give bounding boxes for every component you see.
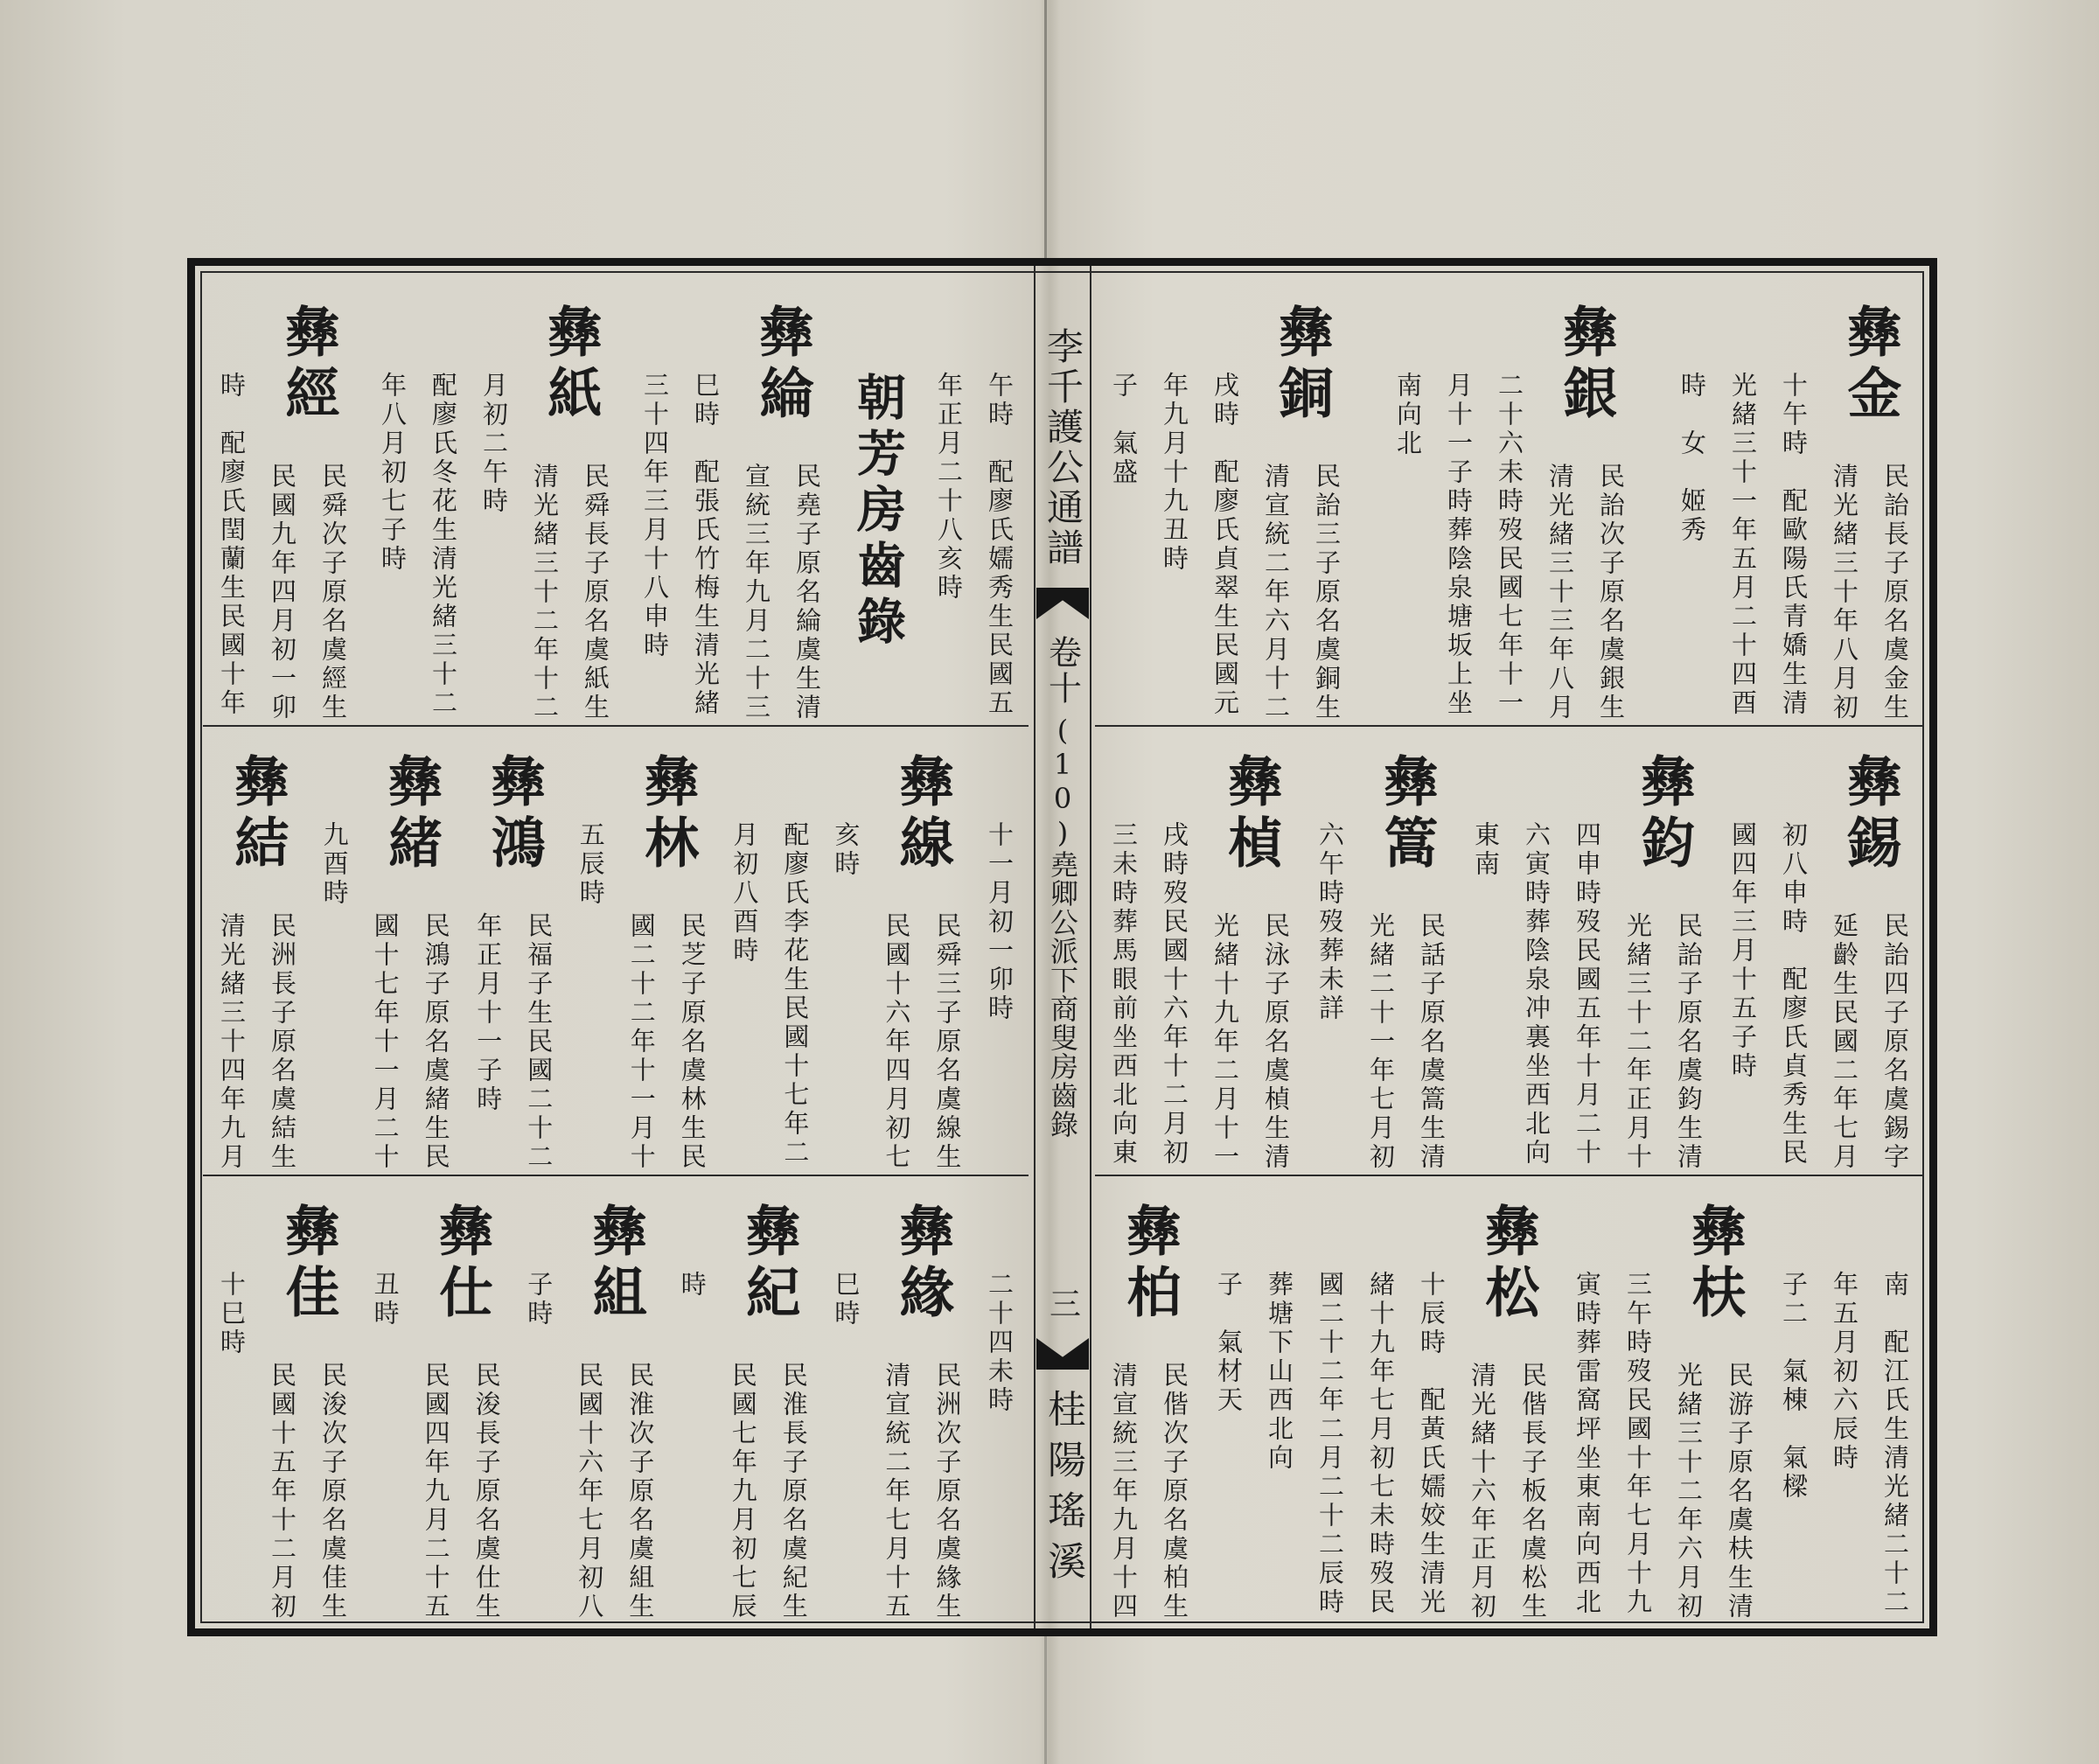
entry-first-lines — [1200, 912, 1301, 1172]
person-name: 彝紙 — [539, 303, 603, 426]
entry-head — [1535, 277, 1636, 725]
person-name: 彝緣 — [890, 1203, 955, 1325]
fish-tail-upper-icon — [1036, 588, 1089, 619]
person-entry — [367, 277, 621, 725]
text-column: 清宣統二年七月十五 — [882, 1362, 912, 1621]
text-column: 國二十二年十一月十 — [626, 912, 657, 1172]
person-entry — [1562, 1176, 1765, 1624]
text-column: 民舜次子原名虞經生 — [318, 463, 348, 722]
text-column: 六午時歿葬未詳 — [1315, 821, 1345, 1023]
entry-head — [1457, 1176, 1559, 1624]
person-name: 彝線 — [890, 753, 955, 875]
text-column: 宣統三年九月二十三 — [742, 463, 771, 722]
text-column: 清光緒三十三年八月 — [1545, 463, 1575, 722]
person-entry — [360, 1176, 513, 1624]
person-name: 彝林 — [635, 753, 700, 875]
entry-first-lines — [617, 912, 718, 1172]
entry-head — [257, 277, 359, 725]
text-column: 民福子生民國二十二 — [524, 912, 554, 1172]
person-entry — [463, 727, 564, 1175]
text-column: 年正月二十八亥時 — [934, 372, 964, 603]
continuation-text — [924, 277, 1025, 725]
person-entry — [820, 1176, 973, 1624]
text-column: 子 氣材天 — [1214, 1271, 1244, 1415]
text-column: 三十四年三月十八申時 — [640, 372, 670, 660]
text-column: 南 配江氏生清光緒二十二 — [1880, 1271, 1910, 1617]
entry-head — [1200, 727, 1301, 1175]
fish-tail-lower-icon — [1036, 1338, 1089, 1370]
entry-first-lines — [1457, 1362, 1559, 1621]
text-column: 民詒子原名虞鈞生清 — [1674, 912, 1704, 1172]
text-column: 巳時 — [831, 1271, 861, 1328]
person-name: 彝柏 — [1118, 1203, 1182, 1325]
text-column: 民芝子原名虞林生民 — [677, 912, 708, 1172]
text-column: 民詒次子原名虞銀生 — [1596, 463, 1626, 722]
person-name: 彝結 — [226, 753, 289, 875]
person-entry — [719, 727, 973, 1175]
text-column: 東南 — [1471, 821, 1501, 879]
text-column: 子時 — [524, 1271, 554, 1328]
entry-first-lines — [257, 463, 359, 722]
text-column: 清光緒三十二年十二 — [530, 463, 560, 722]
entry-head — [564, 1176, 666, 1624]
text-column: 月初二午時 — [479, 372, 509, 516]
text-column: 三午時歿民國十年七月十九 — [1623, 1271, 1653, 1617]
text-column: 民泳子原名虞楨生清 — [1261, 912, 1291, 1172]
text-column: 九酉時 — [319, 821, 350, 908]
entry-first-lines — [463, 912, 564, 1172]
volume-label: 卷十 — [1043, 635, 1082, 707]
text-column: 光緒二十一年七月初 — [1366, 912, 1396, 1172]
text-column: 光緒三十二年六月初 — [1674, 1362, 1704, 1621]
text-column: 十午時 配歐陽氏青嬌生清 — [1779, 372, 1809, 718]
text-column: 光緒三十一年五月二十四酉 — [1728, 372, 1758, 718]
person-name: 彝枎 — [1683, 1203, 1747, 1325]
text-column: 民游子原名虞枎生清 — [1725, 1362, 1754, 1621]
continuation-text — [974, 1176, 1025, 1624]
text-column: 初八申時 配廖氏貞秀生民 — [1779, 821, 1809, 1168]
person-entry — [206, 277, 359, 725]
entry-first-lines — [1819, 463, 1921, 722]
genealogy-title: 李千護公通譜 — [1042, 327, 1084, 568]
entry-head — [1663, 1176, 1765, 1624]
text-column: 配廖氏冬花生清光緒三十二 — [429, 372, 458, 718]
continuation-text — [1768, 1176, 1921, 1624]
person-entry — [566, 727, 718, 1175]
person-entry — [1305, 727, 1457, 1175]
text-column: 三未時葬馬眼前坐西北向東 — [1109, 821, 1139, 1168]
person-name: 彝緒 — [379, 753, 443, 875]
entry-first-lines — [257, 1362, 359, 1621]
text-column: 民舜三子原名虞線生 — [932, 912, 963, 1172]
text-column: 民偕次子原名虞柏生 — [1160, 1362, 1189, 1621]
person-entry — [1098, 277, 1352, 725]
text-column: 民淮次子原名虞組生 — [625, 1362, 656, 1621]
person-name: 彝金 — [1838, 303, 1902, 426]
text-column: 年九月十九丑時 — [1160, 372, 1189, 574]
text-column: 年五月初六辰時 — [1830, 1271, 1859, 1473]
text-column: 二十四未時 — [984, 1271, 1015, 1415]
entry-first-lines — [564, 1362, 666, 1621]
text-column: 時 — [677, 1271, 708, 1300]
text-column: 民堯子原名綸虞生清 — [792, 463, 822, 722]
person-name: 彝鈞 — [1632, 753, 1696, 875]
text-column: 年八月初七子時 — [378, 372, 408, 574]
text-column: 光緒十九年二月十一 — [1210, 912, 1240, 1172]
entry-head — [1356, 727, 1457, 1175]
text-column: 緒十九年七月初七未時歿民 — [1366, 1271, 1396, 1617]
person-name: 彝紀 — [736, 1203, 801, 1325]
register-row — [203, 727, 1029, 1176]
text-column: 民國四年九月二十五 — [421, 1362, 451, 1621]
text-column: 民國七年九月初七辰 — [728, 1362, 758, 1621]
text-column: 寅時葬雷窩坪坐東南向西北 — [1573, 1271, 1602, 1617]
person-name: 彝錫 — [1838, 753, 1902, 875]
person-name: 彝組 — [583, 1203, 648, 1325]
text-column: 民話子原名虞篙生清 — [1417, 912, 1447, 1172]
text-column: 民浚次子原名虞佳生 — [318, 1362, 348, 1621]
entry-head — [871, 1176, 973, 1624]
place-label: 桂陽瑤溪 — [1041, 1389, 1085, 1592]
text-column: 民偕長子板名虞松生 — [1518, 1362, 1548, 1621]
text-column: 子二 氣棟 氣樑 — [1779, 1271, 1809, 1502]
register-row — [1095, 727, 1924, 1176]
person-name: 彝銅 — [1270, 303, 1334, 426]
entry-first-lines — [1098, 1362, 1200, 1621]
register-row — [1095, 277, 1924, 727]
person-entry — [1098, 727, 1301, 1175]
person-entry — [1718, 727, 1921, 1175]
entry-head — [1251, 277, 1352, 725]
entry-first-lines — [871, 1362, 973, 1621]
entry-first-lines — [520, 463, 621, 722]
person-entry — [1098, 1176, 1200, 1624]
entry-head — [617, 727, 718, 1175]
text-column: 國十七年十一月二十 — [370, 912, 401, 1172]
center-spine-column — [1034, 266, 1091, 1628]
text-column: 民國十六年四月初七 — [882, 912, 912, 1172]
entry-first-lines — [1819, 912, 1921, 1172]
text-column: 清宣統二年六月十二 — [1261, 463, 1291, 722]
entry-head — [463, 727, 564, 1175]
text-column: 國四年三月十五子時 — [1728, 821, 1758, 1081]
entry-head — [871, 727, 973, 1175]
person-name: 彝綸 — [750, 303, 814, 426]
register-row — [203, 277, 1029, 727]
text-column: 配廖氏李花生民國十七年二 — [780, 821, 811, 1168]
text-column: 十巳時 — [217, 1271, 247, 1357]
text-column: 民國九年四月初一卯 — [268, 463, 297, 722]
text-column: 民鴻子原名虞緒生民 — [421, 912, 451, 1172]
book-fold-crease-bottom — [1044, 1636, 1047, 1764]
text-column: 清光緒三十四年九月 — [217, 912, 247, 1172]
entry-head — [1819, 277, 1921, 725]
text-column: 時 女 姬秀 — [1677, 372, 1707, 545]
entry-first-lines — [1356, 912, 1457, 1172]
text-column: 月初八酉時 — [729, 821, 760, 966]
person-entry — [206, 1176, 359, 1624]
text-column: 民洲次子原名虞緣生 — [932, 1362, 963, 1621]
continuation-text — [974, 727, 1025, 1175]
person-name: 彝篙 — [1375, 753, 1439, 875]
person-name: 彝仕 — [429, 1203, 494, 1325]
text-column: 民國十六年七月初八 — [575, 1362, 605, 1621]
entry-first-lines — [1535, 463, 1636, 722]
entry-first-lines — [206, 912, 308, 1172]
text-column: 五辰時 — [575, 821, 606, 908]
text-column: 民詒長子原名虞金生 — [1880, 463, 1910, 722]
entry-first-lines — [411, 1362, 513, 1621]
text-column: 南向北 — [1393, 372, 1423, 458]
text-column: 民淮長子原名虞紀生 — [778, 1362, 809, 1621]
text-column: 清光緒三十年八月初 — [1830, 463, 1859, 722]
text-column: 年正月十一子時 — [473, 912, 504, 1114]
text-column: 民國十五年十二月初 — [268, 1362, 297, 1621]
section-heading: 朝芳房齒錄 — [849, 372, 907, 652]
text-column: 民浚長子原名虞仕生 — [471, 1362, 502, 1621]
person-entry — [310, 727, 462, 1175]
register-row — [1095, 1176, 1924, 1624]
entry-first-lines — [1613, 912, 1714, 1172]
entry-head — [1613, 727, 1714, 1175]
person-entry — [667, 1176, 819, 1624]
text-column: 延齡生民國二年七月 — [1830, 912, 1859, 1172]
right-page-register — [1095, 277, 1924, 1624]
register-row — [203, 1176, 1029, 1624]
entry-first-lines — [1663, 1362, 1765, 1621]
person-name: 彝鴻 — [482, 753, 547, 875]
entry-head — [1819, 727, 1921, 1175]
text-column: 二十六未時歿民國七年十一 — [1495, 372, 1524, 718]
entry-first-lines — [1251, 463, 1352, 722]
text-column: 時 配廖氏閏蘭生民國十年 — [217, 372, 247, 718]
text-column: 國二十二年二月二十二辰時 — [1315, 1271, 1345, 1617]
person-entry — [1667, 277, 1921, 725]
text-column: 巳時 配張氏竹梅生清光緒 — [691, 372, 721, 718]
entry-first-lines — [360, 912, 462, 1172]
person-entry — [630, 277, 833, 725]
branch-label: (10)堯卿公派下商叟房齒錄 — [1046, 714, 1079, 1139]
person-name: 彝經 — [276, 303, 340, 426]
entry-head — [206, 727, 308, 1175]
text-column: 民詒四子原名虞錫字 — [1880, 912, 1910, 1172]
entry-head — [411, 1176, 513, 1624]
person-entry — [1203, 1176, 1559, 1624]
entry-first-lines — [871, 912, 973, 1172]
text-column: 丑時 — [370, 1271, 401, 1328]
entry-head — [718, 1176, 819, 1624]
text-column: 民詒三子原名虞銅生 — [1312, 463, 1342, 722]
text-column: 民洲長子原名虞結生 — [268, 912, 297, 1172]
text-column: 亥時 — [831, 821, 861, 879]
text-column: 光緒三十二年正月十 — [1623, 912, 1653, 1172]
text-column: 戌時歿民國十六年十二月初 — [1160, 821, 1189, 1168]
text-column: 十辰時 配黃氏嬬姣生清光 — [1417, 1271, 1447, 1617]
text-column: 午時 配廖氏嬬秀生民國五 — [985, 372, 1015, 718]
text-column: 月十一子時葬陰泉塘坂上坐 — [1444, 372, 1474, 718]
book-fold-crease — [1044, 0, 1047, 258]
entry-first-lines — [731, 463, 833, 722]
entry-head — [731, 277, 833, 725]
entry-first-lines — [718, 1362, 819, 1621]
left-page-register — [203, 277, 1029, 1624]
entry-head — [257, 1176, 359, 1624]
text-column: 六寅時葬陰泉冲裏坐西北向 — [1522, 821, 1552, 1168]
entry-head — [1098, 1176, 1200, 1624]
text-column: 清宣統三年九月十四 — [1109, 1362, 1139, 1621]
person-name: 彝銀 — [1554, 303, 1618, 426]
text-column: 清光緒十六年正月初 — [1468, 1362, 1497, 1621]
person-entry — [513, 1176, 666, 1624]
person-name: 彝楨 — [1219, 753, 1283, 875]
text-column: 葬塘下山西北向 — [1265, 1271, 1294, 1473]
person-name: 彝佳 — [276, 1203, 340, 1325]
text-column: 子 氣盛 — [1109, 372, 1139, 487]
text-column: 民舜長子原名虞紙生 — [581, 463, 610, 722]
person-name: 彝松 — [1476, 1203, 1540, 1325]
entry-head — [520, 277, 621, 725]
person-entry — [206, 727, 308, 1175]
text-column: 戌時 配廖氏貞翠生民國元 — [1210, 372, 1240, 718]
person-entry — [1461, 727, 1714, 1175]
person-entry — [1383, 277, 1636, 725]
page-number: 三 — [1044, 1287, 1081, 1319]
text-column: 四申時歿民國五年十月二十 — [1573, 821, 1602, 1168]
text-column: 十一月初一卯時 — [984, 821, 1015, 1023]
entry-head — [360, 727, 462, 1175]
